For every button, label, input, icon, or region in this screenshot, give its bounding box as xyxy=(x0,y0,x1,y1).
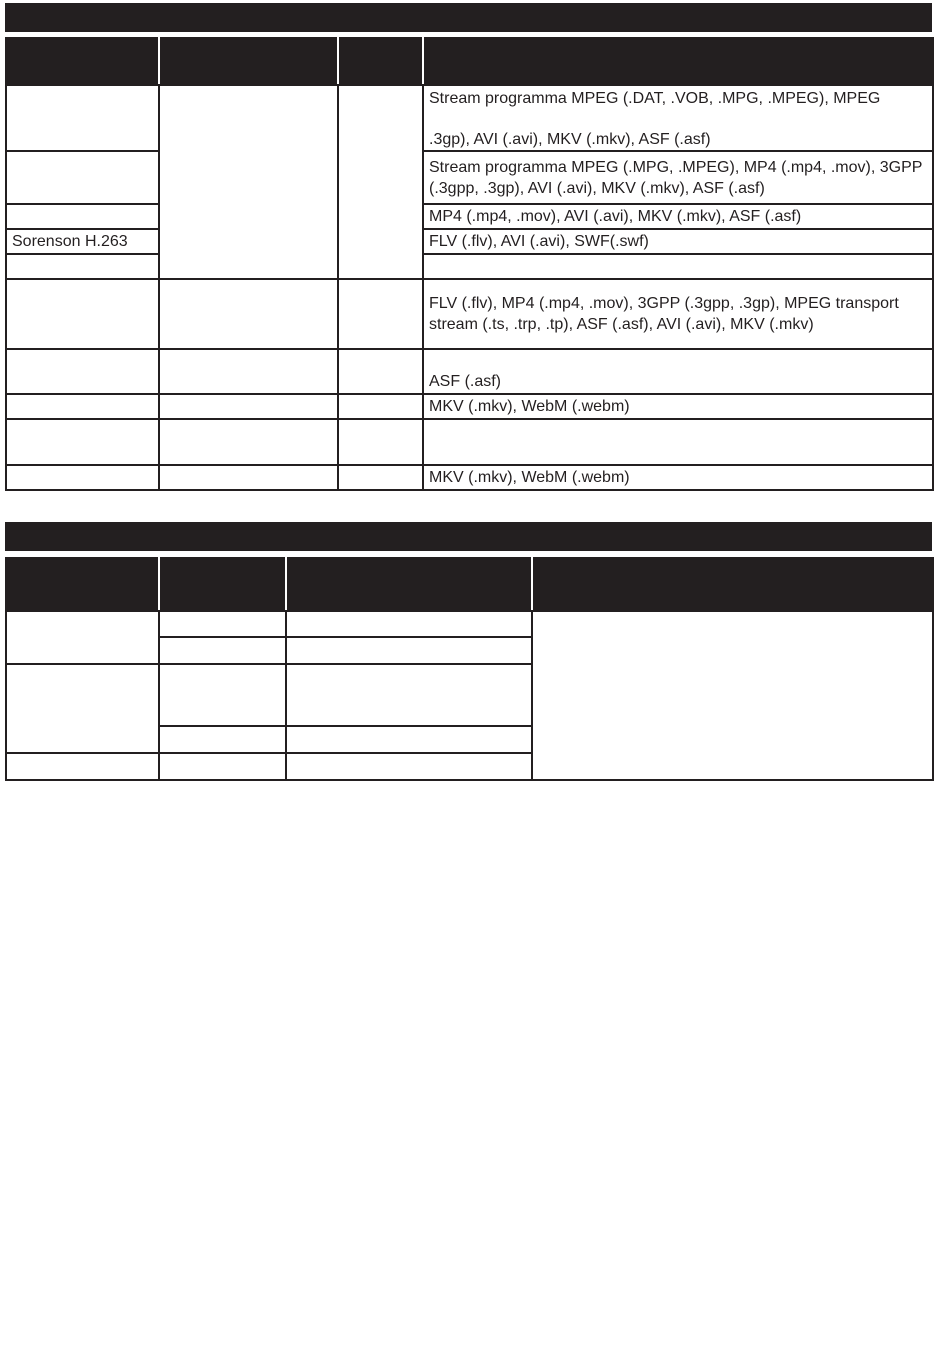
photo-cell xyxy=(159,637,286,664)
codec-cell xyxy=(6,151,159,204)
video-codec-table xyxy=(5,37,934,491)
image-type-cell xyxy=(6,611,159,664)
bitrate-cell xyxy=(338,85,423,279)
image-type-cell xyxy=(6,753,159,780)
table-row xyxy=(6,254,933,279)
header-cell-image xyxy=(6,558,159,611)
bitrate-cell xyxy=(338,349,423,394)
resolution-cell xyxy=(286,726,532,753)
resolution-cell xyxy=(159,85,338,279)
table-row xyxy=(6,85,933,151)
bitrate-cell xyxy=(338,394,423,419)
format-cell xyxy=(423,254,933,279)
resolution-cell xyxy=(159,279,338,349)
notes-cell xyxy=(532,611,933,780)
resolution-cell xyxy=(286,611,532,637)
photo-cell xyxy=(159,753,286,780)
codec-cell xyxy=(6,279,159,349)
resolution-cell xyxy=(159,419,338,465)
header-cell-photo xyxy=(159,558,286,611)
resolution-cell xyxy=(159,394,338,419)
table-row xyxy=(6,349,933,394)
format-cell: Stream programma MPEG (.DAT, .VOB, .MPG, .MPEG), MPEG .3gp), AVI (.avi), MKV (.mkv), ASF (.asf) xyxy=(423,85,933,151)
table-row xyxy=(6,279,933,349)
header-cell-notes xyxy=(532,558,933,611)
resolution-cell xyxy=(286,753,532,780)
table-row xyxy=(6,394,933,419)
header-cell-codec xyxy=(6,38,159,85)
format-cell xyxy=(423,419,933,465)
codec-cell xyxy=(6,465,159,490)
codec-cell xyxy=(6,349,159,394)
format-cell: FLV (.flv), AVI (.avi), SWF(.swf) xyxy=(423,229,933,254)
table-header-row xyxy=(6,38,933,85)
photo-cell xyxy=(159,611,286,637)
resolution-cell xyxy=(159,349,338,394)
image-type-cell xyxy=(6,664,159,753)
resolution-cell xyxy=(159,465,338,490)
format-cell: MP4 (.mp4, .mov), AVI (.avi), MKV (.mkv), ASF (.asf) xyxy=(423,204,933,229)
format-cell: Stream programma MPEG (.MPG, .MPEG), MP4 (.mp4, .mov), 3GPP (.3gpp, .3gp), AVI (.avi), MKV (.mkv), ASF (.asf) xyxy=(423,151,933,204)
format-cell: FLV (.flv), MP4 (.mp4, .mov), 3GPP (.3gpp, .3gp), MPEG transport stream (.ts, .trp, .tp), ASF (.asf), AVI (.avi), MKV (.mkv) xyxy=(423,279,933,349)
header-cell-format xyxy=(423,38,933,85)
header-cell-bitrate xyxy=(338,38,423,85)
table-header-row xyxy=(6,558,933,611)
bitrate-cell xyxy=(338,465,423,490)
bitrate-cell xyxy=(338,419,423,465)
codec-cell xyxy=(6,85,159,151)
codec-cell xyxy=(6,394,159,419)
format-cell: ASF (.asf) xyxy=(423,349,933,394)
header-cell-resolution xyxy=(286,558,532,611)
resolution-cell xyxy=(286,637,532,664)
resolution-cell xyxy=(286,664,532,726)
image-section-title-bar xyxy=(5,522,932,551)
table-row xyxy=(6,204,933,229)
photo-cell xyxy=(159,726,286,753)
table-row xyxy=(6,229,933,254)
video-section-title-bar xyxy=(5,3,932,32)
table-row xyxy=(6,419,933,465)
photo-cell xyxy=(159,664,286,726)
codec-cell xyxy=(6,254,159,279)
table-row xyxy=(6,611,933,637)
table-row xyxy=(6,151,933,204)
header-cell-resolution xyxy=(159,38,338,85)
format-cell: MKV (.mkv), WebM (.webm) xyxy=(423,465,933,490)
codec-cell xyxy=(6,204,159,229)
image-format-table xyxy=(5,557,934,781)
format-cell: MKV (.mkv), WebM (.webm) xyxy=(423,394,933,419)
table-row xyxy=(6,465,933,490)
bitrate-cell xyxy=(338,279,423,349)
codec-cell xyxy=(6,419,159,465)
codec-cell: Sorenson H.263 xyxy=(6,229,159,254)
